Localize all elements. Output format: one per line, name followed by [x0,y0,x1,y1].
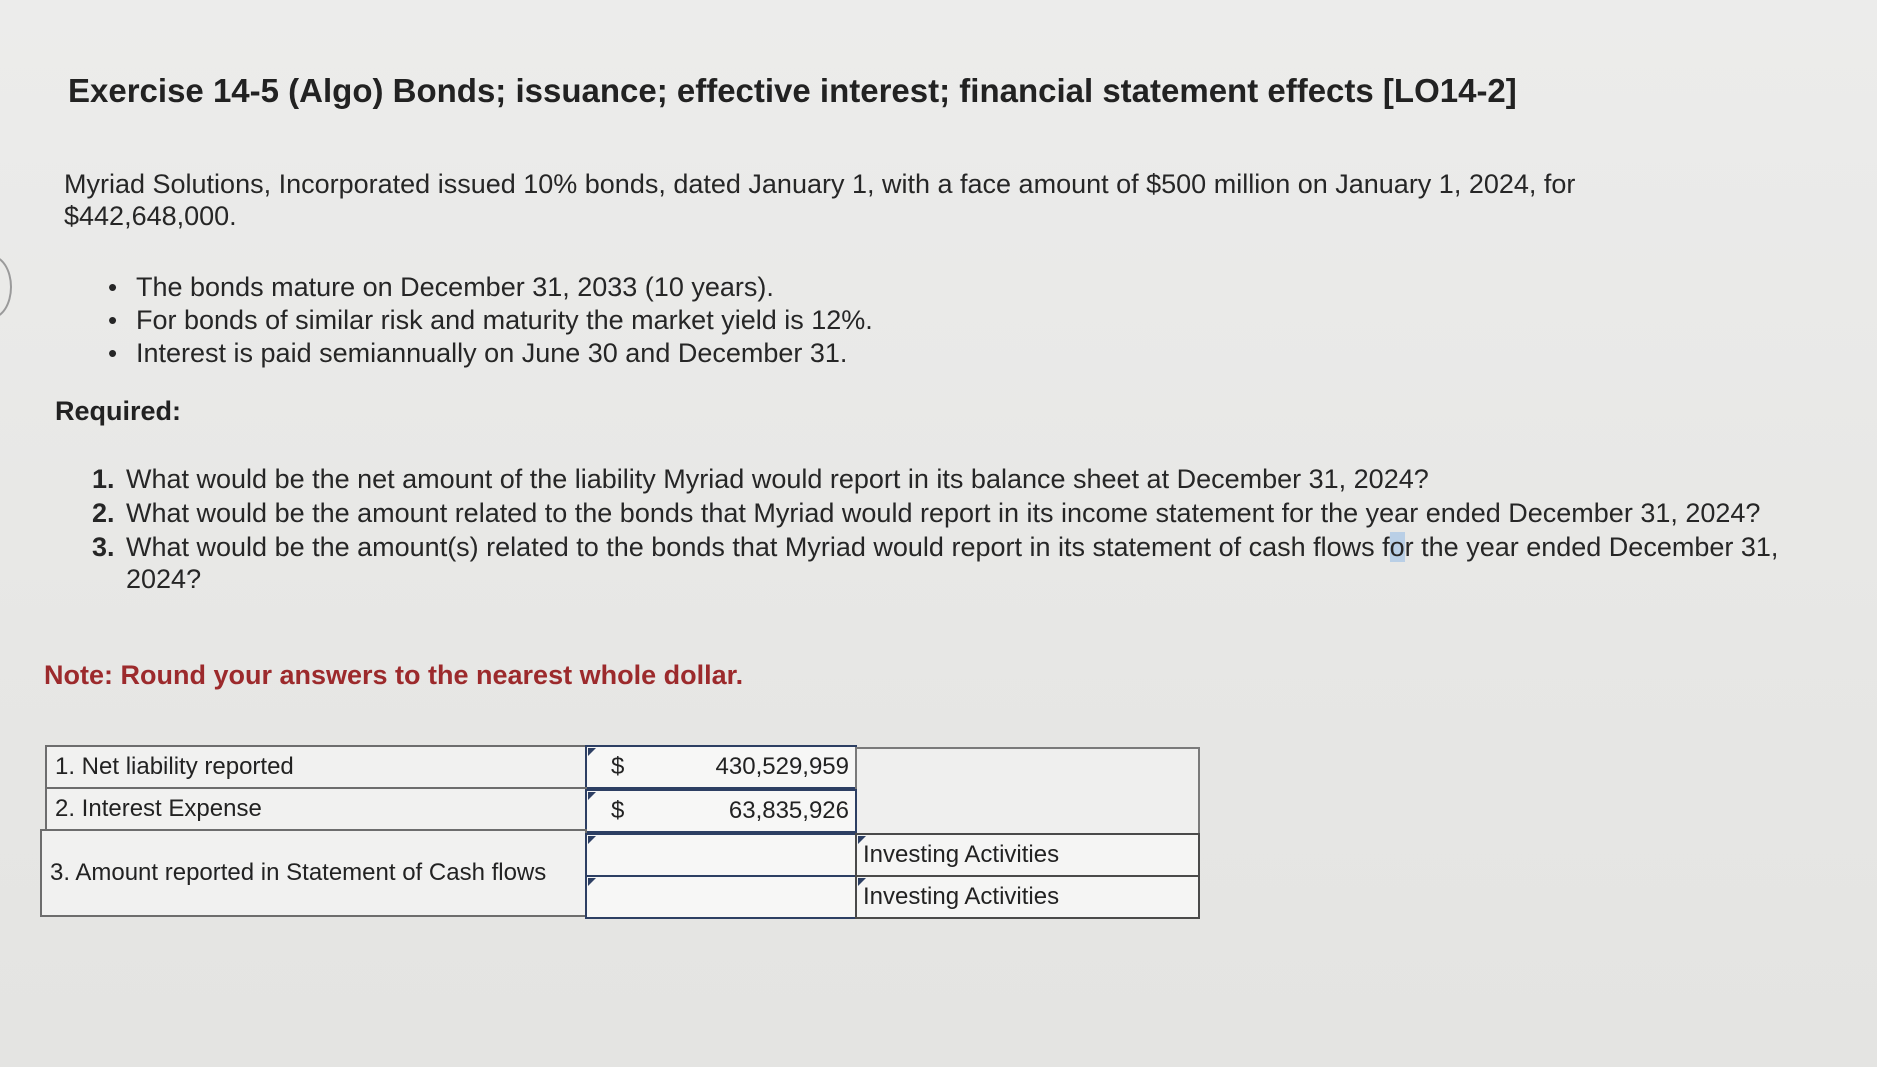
cash-flow-activity-select-1[interactable]: Investing Activities [855,833,1200,877]
question-text [126,532,1778,594]
cash-flow-activity-select-2[interactable]: Investing Activities [855,875,1200,919]
problem-intro: Myriad Solutions, Incorporated issued 10% bonds, dated January 1, with a face amount of $500 million on January 1, 2024, for $442,648,000. [64,169,1576,231]
screen-edge-artifact [0,255,12,319]
list-item: • Interest is paid semiannually on June 30 and December 31. [100,337,873,370]
exercise-title: Exercise 14-5 (Algo) Bonds; issuance; effective interest; financial statement effects [LO14-2] [68,72,1517,109]
question-number: 3. [92,532,115,562]
rounding-note: Note: Round your answers to the nearest whole dollar. [44,660,744,690]
net-liability-input[interactable] [585,745,857,789]
interest-expense-value: 63,835,926 [728,797,849,824]
row-label-cash-flows: 3. Amount reported in Statement of Cash flows [40,829,587,917]
cash-flow-amount-input-1[interactable] [585,833,857,877]
cash-flow-amount-input-2[interactable] [585,875,857,919]
required-questions [92,463,1822,597]
question-2 [92,497,1822,529]
question-1 [92,463,1822,495]
list-item: • The bonds mature on December 31, 2033 (10 years). [100,271,873,304]
required-heading: Required: [55,396,182,426]
question-3 [92,531,1822,595]
interest-expense-input[interactable] [585,789,857,833]
row-label-interest-expense: 2. Interest Expense [45,787,587,831]
bond-facts-list [100,271,873,370]
list-item: • For bonds of similar risk and maturity the market yield is 12%. [100,304,873,337]
question-number: 2. [92,498,115,528]
answer-table [40,745,1200,923]
question-text-part: What would be the amount(s) related to the bonds that Myriad would report in its statement of cash flows f [126,532,1390,562]
question-text: What would be the amount related to the bonds that Myriad would report in its income statement for the year ended December 31, 2024? [126,498,1761,528]
row-label-net-liability: 1. Net liability reported [45,745,587,789]
empty-cell [855,747,1200,835]
question-text-part: r the year ended December 31, 2024? [126,532,1779,594]
question-number: 1. [92,464,115,494]
currency-symbol: $ [611,797,625,824]
net-liability-value: 430,529,959 [715,753,849,780]
text-cursor-highlight: o [1389,532,1405,562]
question-text: What would be the net amount of the liability Myriad would report in its balance sheet at December 31, 2024? [126,464,1429,494]
currency-symbol: $ [611,753,625,780]
